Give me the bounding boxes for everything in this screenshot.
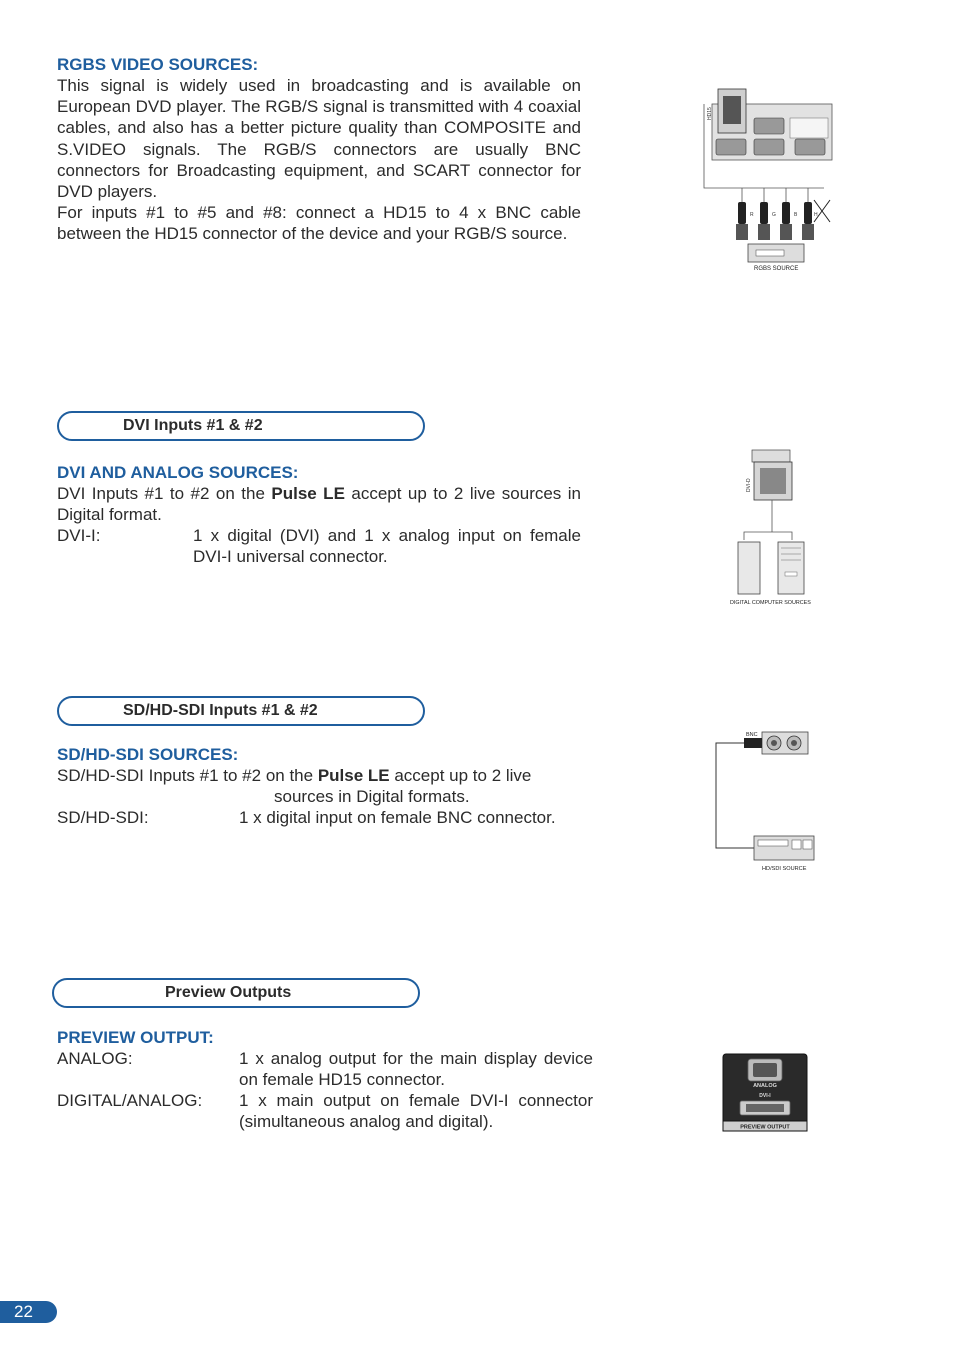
preview-digital-desc: 1 x main output on female DVI-I connector (simultaneous analog and digital). — [239, 1091, 593, 1132]
preview-heading: PREVIEW OUTPUT: — [57, 1028, 214, 1047]
dvi-inputs-pill: DVI Inputs #1 & #2 — [57, 411, 425, 441]
dvi-plug-label: DVI-D — [746, 478, 752, 492]
panel-info-box — [790, 118, 828, 138]
sdi-spec — [57, 807, 581, 829]
rgbs-paragraph-2: For inputs #1 to #5 and #8: connect a HD15 to 4 x BNC cable between the HD15 connector of the device and your RGB/S source. — [57, 203, 581, 244]
preview-analog-spec — [57, 1048, 593, 1092]
rgbs-heading: RGBS VIDEO SOURCES: — [57, 55, 259, 74]
preview-analog-desc: 1 x analog output for the main display device on female HD15 connector. — [239, 1049, 593, 1090]
input-port-a — [716, 139, 746, 155]
page-number: 22 — [0, 1301, 57, 1323]
sdi-inputs-pill: SD/HD-SDI Inputs #1 & #2 — [57, 696, 425, 726]
dvi-intro — [57, 483, 581, 525]
sdi-term: SD/HD-SDI: — [57, 808, 149, 827]
dvi-connection-diagram — [728, 448, 818, 606]
bnc-label-g: G — [772, 212, 776, 218]
bnc-plug-r — [736, 202, 754, 240]
input-port-c — [795, 139, 825, 155]
dvi-intro-text-end: accept up to 2 live sources in Digital format. — [57, 484, 581, 525]
hd15-plug-body — [723, 96, 741, 124]
sdi-desc: 1 x digital input on female BNC connector. — [239, 808, 556, 827]
preview-output-panel — [722, 1053, 808, 1133]
bnc-label: BNC — [746, 732, 758, 738]
dvi-cable — [744, 532, 792, 540]
rgbs-connection-diagram — [698, 84, 834, 274]
rgbs-paragraph-1: This signal is widely used in broadcasting and is available on European DVD player. The RGB/S signal is transmitted with 4 coaxial cables, and also has a better picture quality than COMPOSITE and S.VIDEO signals. The RGB/S connectors are usually BNC connectors for Broadcasting equipment, and SCART connector for DVD players. — [57, 76, 581, 202]
sdi-intro-product: Pulse LE — [317, 766, 390, 785]
computer-tower-left — [738, 542, 760, 594]
dvi-intro-text: DVI Inputs #1 to #2 on the — [57, 484, 272, 503]
input-port-b — [754, 139, 784, 155]
sdi-intro-text: SD/HD-SDI Inputs #1 to #2 on the — [57, 766, 318, 785]
bnc-plug — [744, 738, 762, 748]
bnc-label-h: H — [814, 212, 818, 218]
preview-digital-term: DIGITAL/ANALOG: — [57, 1091, 203, 1110]
dvi-heading: DVI AND ANALOG SOURCES: — [57, 463, 299, 482]
dvi-label: DVI-I — [759, 1093, 771, 1099]
sdi-connection-diagram — [710, 728, 822, 874]
hd15-port — [754, 118, 784, 134]
bnc-plug-h — [802, 202, 818, 240]
preview-outputs-pill: Preview Outputs — [52, 978, 420, 1008]
sdi-heading: SD/HD-SDI SOURCES: — [57, 745, 239, 764]
analog-label: ANALOG — [753, 1083, 777, 1089]
bnc-label-r: R — [750, 212, 754, 218]
sdi-source-label: HD/SDI SOURCE — [762, 866, 807, 872]
rgbs-source-label: RGBS SOURCE — [754, 266, 799, 272]
dvi-i-term: DVI-I: — [57, 526, 101, 545]
bnc-plug-b — [780, 202, 798, 240]
dvi-source-label: DIGITAL COMPUTER SOURCES — [730, 600, 811, 606]
sdi-intro-text-end: accept up to 2 live — [389, 766, 532, 785]
sdi-intro-line2: sources in Digital formats. — [274, 787, 470, 806]
dvi-intro-product: Pulse LE — [271, 484, 345, 503]
hd15-label: HD15 — [707, 107, 713, 120]
preview-output-caption: PREVIEW OUTPUT — [740, 1124, 790, 1131]
bnc-plug-g — [758, 202, 776, 240]
bnc-label-b: B — [794, 212, 798, 218]
dvi-i-spec — [57, 525, 581, 569]
dvi-port — [752, 450, 790, 462]
preview-digital-spec — [57, 1090, 593, 1134]
sdi-cable — [716, 743, 754, 848]
preview-analog-term: ANALOG: — [57, 1049, 133, 1068]
dvi-i-desc: 1 x digital (DVI) and 1 x analog input on female DVI-I universal connector. — [193, 526, 581, 567]
computer-tower-right — [778, 542, 804, 594]
sdi-intro — [57, 765, 581, 786]
